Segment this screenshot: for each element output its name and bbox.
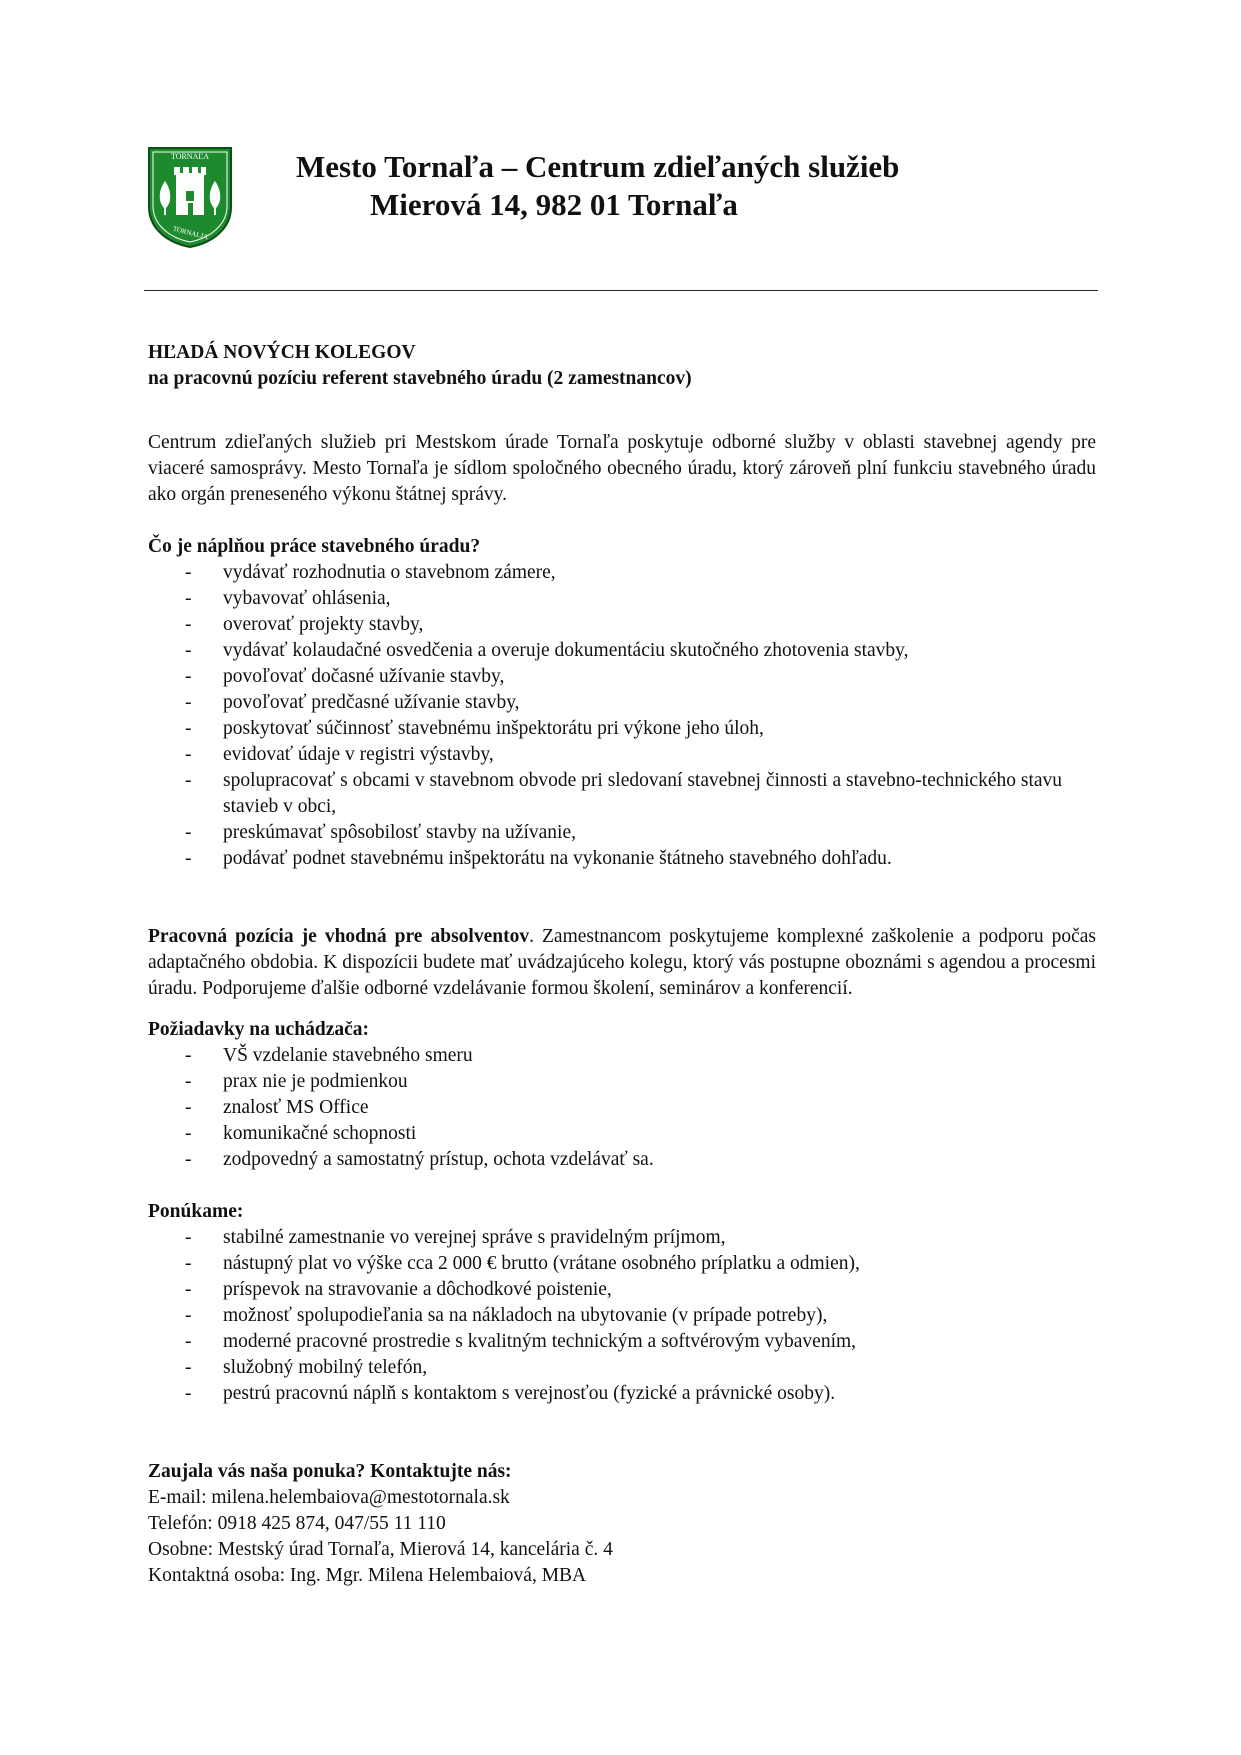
- list-item: - pestrú pracovnú náplň s kontaktom s verejnosťou (fyzické a právnické osoby).: [148, 1381, 1096, 1407]
- logo-bottom-text: TORNALJA: [172, 224, 209, 242]
- contact-title: Zaujala vás naša ponuka? Kontaktujte nás:: [148, 1461, 512, 1482]
- list-item: - prax nie je podmienkou: [148, 1069, 1096, 1095]
- list-item: - služobný mobilný telefón,: [148, 1355, 1096, 1381]
- city-coat-of-arms-logo: [146, 145, 234, 249]
- requirements-list: [148, 1043, 1096, 1173]
- header-divider: [144, 290, 1098, 291]
- header-title: Mesto Tornaľa – Centrum zdieľaných služieb: [296, 149, 900, 184]
- document-body: [148, 340, 1096, 1589]
- list-item: - zodpovedný a samostatný prístup, ochota vzdelávať sa.: [148, 1147, 1096, 1173]
- list-item: - povoľovať dočasné užívanie stavby,: [148, 664, 1096, 690]
- list-item: - nástupný plat vo výške cca 2 000 € brutto (vrátane osobného príplatku a odmien),: [148, 1251, 1096, 1277]
- list-item: - vybavovať ohlásenia,: [148, 586, 1096, 612]
- requirements-title: Požiadavky na uchádzača:: [148, 1019, 370, 1040]
- graduates-paragraph: [148, 924, 1096, 1002]
- list-item: - spolupracovať s obcami v stavebnom obvode pri sledovaní stavebnej činnosti a stavebno-technického stavu stavieb v obci,: [148, 768, 1096, 820]
- duties-title: Čo je náplňou práce stavebného úradu?: [148, 536, 481, 557]
- list-item: - podávať podnet stavebnému inšpektorátu na vykonanie štátneho stavebného dohľadu.: [148, 846, 1096, 872]
- list-item: - VŠ vzdelanie stavebného smeru: [148, 1043, 1096, 1069]
- list-item: - vydávať kolaudačné osvedčenia a overuje dokumentáciu skutočného zhotovenia stavby,: [148, 638, 1096, 664]
- list-item: - poskytovať súčinnosť stavebnému inšpektorátu pri výkone jeho úloh,: [148, 716, 1096, 742]
- contact-person: Kontaktná osoba: Ing. Mgr. Milena Helembaiová, MBA: [148, 1565, 587, 1586]
- list-item: - stabilné zamestnanie vo verejnej správe s pravidelným príjmom,: [148, 1225, 1096, 1251]
- graduates-bold-text: Pracovná pozícia je vhodná pre absolventov: [148, 926, 530, 947]
- list-item: - vydávať rozhodnutia o stavebnom zámere,: [148, 560, 1096, 586]
- list-item: - evidovať údaje v registri výstavby,: [148, 742, 1096, 768]
- job-position-subtitle: na pracovnú pozíciu referent stavebného úradu (2 zamestnancov): [148, 368, 692, 389]
- contact-email: E-mail: milena.helembaiova@mestotornala.sk: [148, 1487, 510, 1508]
- list-item: - preskúmavať spôsobilosť stavby na užívanie,: [148, 820, 1096, 846]
- contact-address: Osobne: Mestský úrad Tornaľa, Mierová 14, kancelária č. 4: [148, 1539, 613, 1560]
- header-address: Mierová 14, 982 01 Tornaľa: [370, 187, 738, 222]
- logo-top-text: TORNAĽA: [170, 152, 210, 161]
- list-item: - moderné pracovné prostredie s kvalitným technickým a softvérovým vybavením,: [148, 1329, 1096, 1355]
- offer-list: [148, 1225, 1096, 1407]
- intro-paragraph: Centrum zdieľaných služieb pri Mestskom úrade Tornaľa poskytuje odborné služby v oblasti stavebnej agendy pre viaceré samosprávy. Mesto Tornaľa je sídlom spoločného obecného úradu, ktorý zároveň plní funkciu stavebného úradu ako orgán preneseného výkonu štátnej správy.: [148, 432, 1096, 505]
- list-item: - komunikačné schopnosti: [148, 1121, 1096, 1147]
- list-item: - overovať projekty stavby,: [148, 612, 1096, 638]
- list-item: - možnosť spolupodieľania sa na nákladoch na ubytovanie (v prípade potreby),: [148, 1303, 1096, 1329]
- list-item: - povoľovať predčasné užívanie stavby,: [148, 690, 1096, 716]
- list-item: - znalosť MS Office: [148, 1095, 1096, 1121]
- list-item: - príspevok na stravovanie a dôchodkové poistenie,: [148, 1277, 1096, 1303]
- contact-phone: Telefón: 0918 425 874, 047/55 11 110: [148, 1513, 446, 1534]
- headline: HĽADÁ NOVÝCH KOLEGOV: [148, 342, 416, 363]
- offer-title: Ponúkame:: [148, 1201, 244, 1222]
- duties-list: [148, 560, 1096, 872]
- graduates-text: . Zamestnancom poskytujeme komplexné zaškolenie a podporu počas adaptačného obdobia. K dispozícii budete mať uvádzajúceho kolegu, ktorý vás postupne oboznámi s agendou a procesmi úradu. Podporujeme ďalšie odborné vzdelávanie formou školení, seminárov a konferencií.: [148, 926, 1097, 999]
